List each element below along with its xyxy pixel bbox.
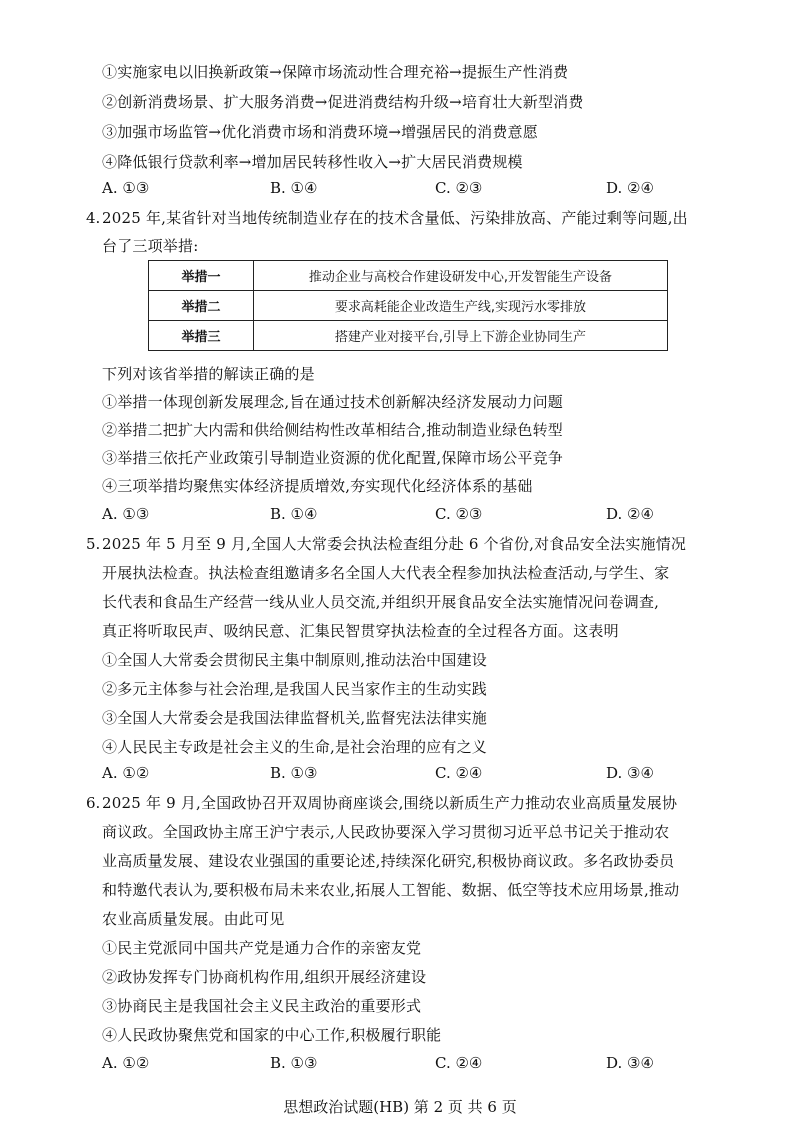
q4-option-d: D. ②④ — [606, 505, 654, 523]
q3-options — [102, 178, 702, 198]
q5-item-2: ②多元主体参与社会治理,是我国人民当家作主的生动实践 — [102, 680, 487, 698]
q4-item-3: ③举措三依托产业政策引导制造业资源的优化配置,保障市场公平竞争 — [102, 449, 563, 467]
page-footer: 思想政治试题(HB) 第 2 页 共 6 页 — [283, 1098, 517, 1116]
q6-item-4: ④人民政协聚焦党和国家的中心工作,积极履行职能 — [102, 1026, 442, 1044]
q4-item-1: ①举措一体现创新发展理念,旨在通过技术创新解决经济发展动力问题 — [102, 393, 563, 411]
q4-stem-line-2: 台了三项举措: — [102, 237, 199, 255]
measure-content: 搭建产业对接平台,引导上下游企业协同生产 — [254, 321, 668, 351]
q6-option-d: D. ③④ — [606, 1054, 654, 1072]
q6-stem-line-4: 和特邀代表认为,要积极布局未来农业,拓展人工智能、数据、低空等技术应用场景,推动 — [102, 881, 680, 899]
q4-number: 4. — [86, 209, 101, 227]
q3-item-1: ①实施家电以旧换新政策→保障市场流动性合理充裕→提振生产性消费 — [102, 63, 569, 81]
q5-stem-line-1: 2025 年 5 月至 9 月,全国人大常委会执法检查组分赴 6 个省份,对食品安全法实施情况 — [102, 535, 687, 553]
q5-stem-line-3: 长代表和食品生产经营一线从业人员交流,并组织开展食品安全法实施情况问卷调查, — [102, 593, 660, 611]
q3-item-2: ②创新消费场景、扩大服务消费→促进消费结构升级→培育壮大新型消费 — [102, 93, 584, 111]
q4-option-c: C. ②③ — [435, 505, 483, 523]
measure-content: 要求高耗能企业改造生产线,实现污水零排放 — [254, 291, 668, 321]
q6-stem-line-3: 业高质量发展、建设农业强国的重要论述,持续深化研究,积极协商议政。多名政协委员 — [102, 852, 675, 870]
measure-content: 推动企业与高校合作建设研发中心,开发智能生产设备 — [254, 261, 668, 291]
q3-item-3: ③加强市场监管→优化消费市场和消费环境→增强居民的消费意愿 — [102, 123, 538, 141]
q6-number: 6. — [86, 794, 101, 812]
q5-options — [102, 763, 702, 783]
q4-question: 下列对该省举措的解读正确的是 — [102, 365, 315, 383]
q6-option-b: B. ①③ — [270, 1054, 318, 1072]
q6-option-c: C. ②④ — [435, 1054, 483, 1072]
q5-number: 5. — [86, 535, 101, 553]
q5-option-d: D. ③④ — [606, 764, 654, 782]
q4-stem-line-1: 2025 年,某省针对当地传统制造业存在的技术含量低、污染排放高、产能过剩等问题,出 — [102, 209, 688, 227]
q3-option-c: C. ②③ — [435, 179, 483, 197]
q3-item-4: ④降低银行贷款利率→增加居民转移性收入→扩大居民消费规模 — [102, 153, 523, 171]
q4-option-a: A. ①③ — [102, 505, 150, 523]
q4-item-4: ④三项举措均聚焦实体经济提质增效,夯实现代化经济体系的基础 — [102, 477, 533, 495]
q5-option-c: C. ②④ — [435, 764, 483, 782]
q4-option-b: B. ①④ — [270, 505, 318, 523]
q5-item-4: ④人民民主专政是社会主义的生命,是社会治理的应有之义 — [102, 738, 487, 756]
q5-stem-line-2: 开展执法检查。执法检查组邀请多名全国人大代表全程参加执法检查活动,与学生、家 — [102, 564, 670, 582]
table-row — [149, 261, 668, 291]
q6-item-1: ①民主党派同中国共产党是通力合作的亲密友党 — [102, 939, 422, 957]
table-row — [149, 321, 668, 351]
measure-label: 举措三 — [149, 321, 254, 351]
q4-item-2: ②举措二把扩大内需和供给侧结构性改革相结合,推动制造业绿色转型 — [102, 421, 563, 439]
q5-stem-line-4: 真正将听取民声、吸纳民意、汇集民智贯穿执法检查的全过程各方面。这表明 — [102, 622, 619, 640]
q6-stem-line-2: 商议政。全国政协主席王沪宁表示,人民政协要深入学习贯彻习近平总书记关于推动农 — [102, 823, 670, 841]
measure-label: 举措一 — [149, 261, 254, 291]
table-row — [149, 291, 668, 321]
measure-label: 举措二 — [149, 291, 254, 321]
q3-option-a: A. ①③ — [102, 179, 150, 197]
q3-option-b: B. ①④ — [270, 179, 318, 197]
q6-option-a: A. ①② — [102, 1054, 150, 1072]
q3-option-d: D. ②④ — [606, 179, 654, 197]
q6-stem-line-5: 农业高质量发展。由此可见 — [102, 910, 285, 928]
q5-option-a: A. ①② — [102, 764, 150, 782]
q5-option-b: B. ①③ — [270, 764, 318, 782]
q4-options — [102, 504, 702, 524]
q5-item-3: ③全国人大常委会是我国法律监督机关,监督宪法法律实施 — [102, 709, 487, 727]
measures-table — [148, 260, 668, 351]
q5-item-1: ①全国人大常委会贯彻民主集中制原则,推动法治中国建设 — [102, 651, 487, 669]
q6-options — [102, 1053, 702, 1073]
q6-item-3: ③协商民主是我国社会主义民主政治的重要形式 — [102, 997, 422, 1015]
q6-stem-line-1: 2025 年 9 月,全国政协召开双周协商座谈会,围绕以新质生产力推动农业高质量发展协 — [102, 794, 678, 812]
q6-item-2: ②政协发挥专门协商机构作用,组织开展经济建设 — [102, 968, 427, 986]
